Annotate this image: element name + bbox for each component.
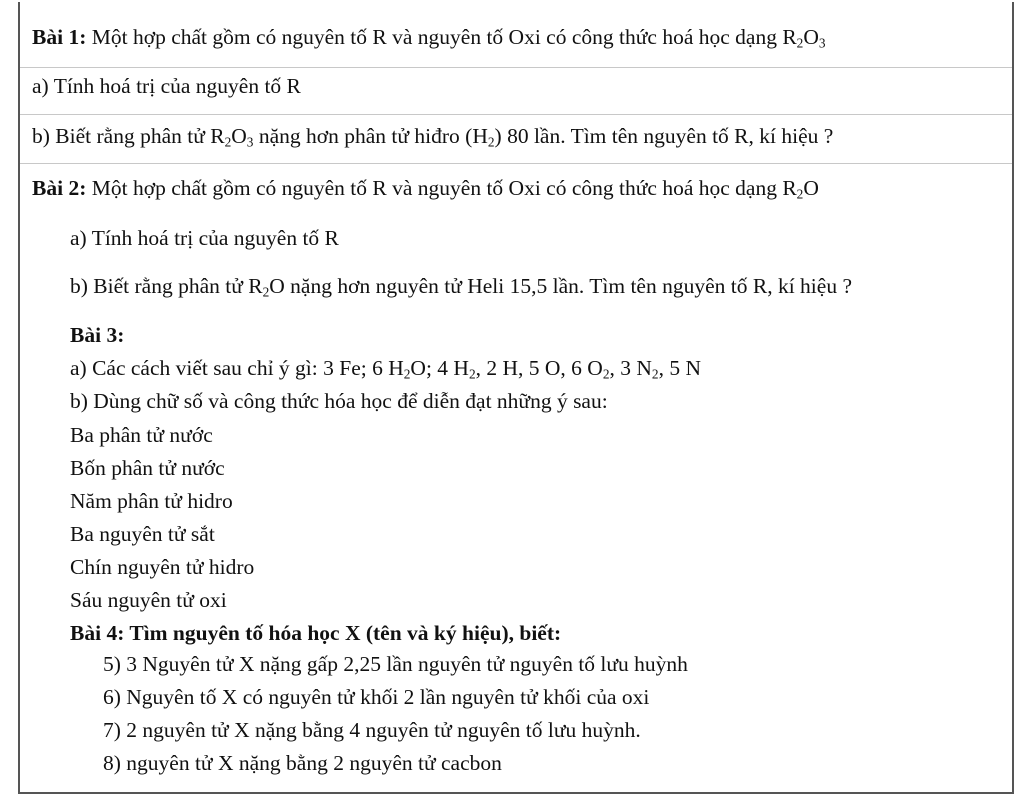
bai3-item: Bốn phân tử nước [70, 456, 225, 480]
divider [20, 163, 1012, 164]
bai3-item: Ba phân tử nước [70, 423, 213, 447]
bai4-heading: Bài 4: Tìm nguyên tố hóa học X (tên và ký hiệu), biết: [70, 621, 562, 645]
bai4-item: 8) nguyên tử X nặng bằng 2 nguyên tử cacbon [103, 751, 502, 775]
bai3-heading: Bài 3: [70, 323, 125, 347]
divider [20, 114, 1012, 115]
bai1-part-a: a) Tính hoá trị của nguyên tố R [32, 74, 301, 98]
bai1-part-b: b) Biết rằng phân tử $R_2O_3$ nặng hơn phân tử hiđro $(H_2)$ 80 lần. Tìm tên nguyên tố R, kí hiệu ? [32, 124, 834, 150]
bai2-part-b: b) Biết rằng phân tử $R_2O$ nặng hơn nguyên tử Heli 15,5 lần. Tìm tên nguyên tố R, kí hiệu ? [70, 274, 852, 300]
bai2-title: Bài 2: Một hợp chất gồm có nguyên tố R và nguyên tố Oxi có công thức hoá học dạng $R_2O$ [32, 176, 819, 202]
bai3-item: Năm phân tử hidro [70, 489, 233, 513]
bai3-item: Ba nguyên tử sắt [70, 522, 215, 546]
bai3-item: Chín nguyên tử hidro [70, 555, 255, 579]
divider [20, 67, 1012, 68]
bai4-item: 5) 3 Nguyên tử X nặng gấp 2,25 lần nguyên tử nguyên tố lưu huỳnh [103, 652, 688, 676]
bai4-item: 7) 2 nguyên tử X nặng bằng 4 nguyên tử nguyên tố lưu huỳnh. [103, 718, 641, 742]
bai3-part-a: a) Các cách viết sau chỉ ý gì: 3 Fe; 6 $H_2O$; 4 $H_2$, 2 H, 5 O, 6 $O_2$, 3 $N_2$, 5 N [70, 356, 701, 382]
bai3-item: Sáu nguyên tử oxi [70, 588, 227, 612]
bai3-part-b: b) Dùng chữ số và công thức hóa học để diễn đạt những ý sau: [70, 389, 608, 413]
bai1-title: Bài 1: Một hợp chất gồm có nguyên tố R và nguyên tố Oxi có công thức hoá học dạng $R_2O_3$ [32, 25, 826, 51]
bai2-part-a: a) Tính hoá trị của nguyên tố R [70, 226, 339, 250]
bai4-item: 6) Nguyên tố X có nguyên tử khối 2 lần nguyên tử khối của oxi [103, 685, 650, 709]
